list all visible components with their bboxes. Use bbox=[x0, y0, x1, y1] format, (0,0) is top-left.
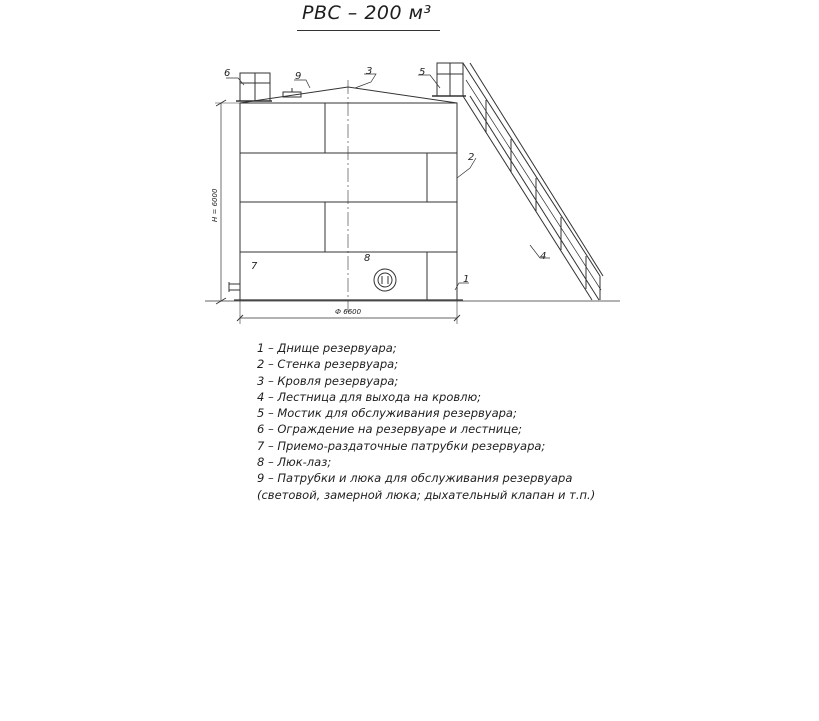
legend bbox=[257, 340, 595, 503]
legend-item: 5 – Мостик для обслуживания резервуара; bbox=[257, 406, 517, 421]
legend-item: 8 – Люк-лаз; bbox=[257, 455, 332, 470]
callout-1: 1 bbox=[463, 274, 470, 285]
callout-2: 2 bbox=[468, 152, 475, 163]
legend-item: 2 – Стенка резервуара; bbox=[257, 357, 399, 372]
drawing-title: РВС – 200 м³ bbox=[302, 2, 432, 24]
legend-item: 1 – Днище резервуара; bbox=[257, 341, 397, 355]
legend-item: 6 – Ограждение на резервуаре и лестнице; bbox=[257, 422, 523, 437]
stair-handrail bbox=[463, 63, 600, 276]
callout-6: 6 bbox=[224, 68, 231, 79]
diameter-dimension-label: Ф 6600 bbox=[335, 308, 362, 316]
legend-item: (световой, замерной люка; дыхательный клапан и т.п.) bbox=[257, 487, 596, 502]
roof bbox=[240, 87, 457, 103]
callout-3: 3 bbox=[366, 66, 373, 77]
legend-item: 4 – Лестница для выхода на кровлю; bbox=[257, 389, 482, 404]
legend-item: 7 – Приемо-раздаточные патрубки резервуара; bbox=[257, 438, 546, 453]
legend-item: 9 – Патрубки и люка для обслуживания резервуара bbox=[257, 471, 573, 486]
manhole bbox=[374, 269, 396, 291]
callout-8: 8 bbox=[364, 253, 371, 264]
callout-5: 5 bbox=[419, 67, 426, 78]
inlet-nozzle bbox=[229, 284, 240, 290]
callout-9: 9 bbox=[295, 71, 302, 82]
stair-stringer bbox=[463, 96, 592, 300]
callout-4: 4 bbox=[540, 251, 547, 262]
tank-drawing bbox=[0, 0, 819, 330]
callout-7: 7 bbox=[251, 261, 258, 272]
height-dimension-label: Н = 6000 bbox=[211, 188, 219, 222]
legend-item: 3 – Кровля резервуара; bbox=[257, 373, 399, 388]
